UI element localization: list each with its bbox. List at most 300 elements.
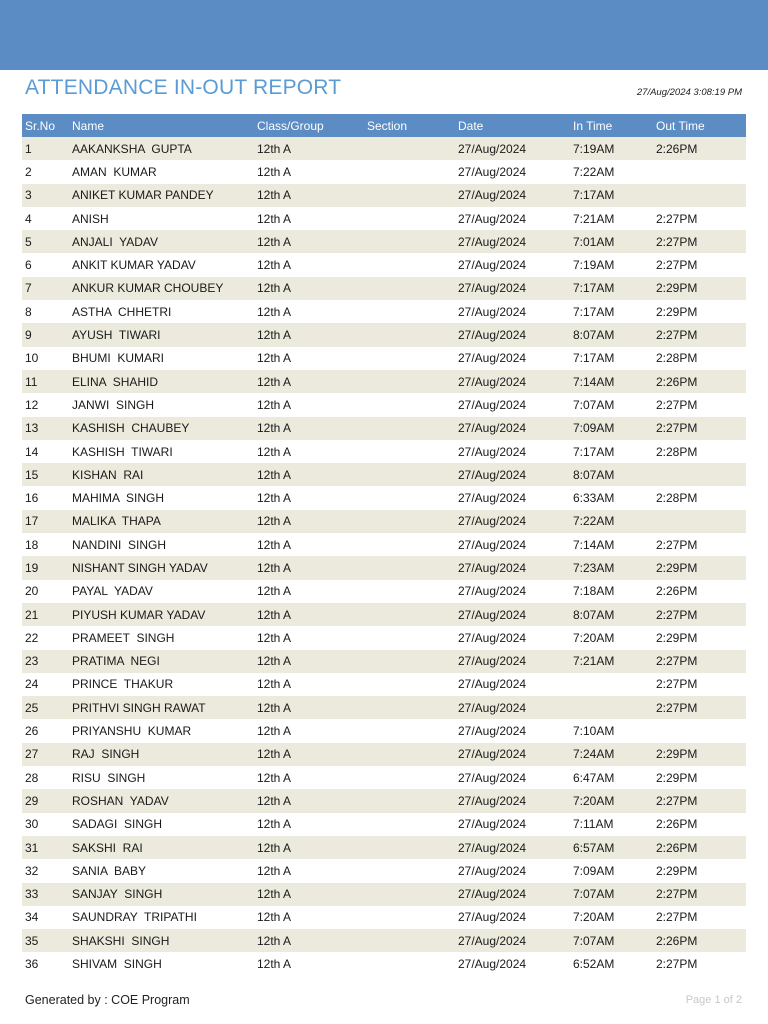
name-cell: PIYUSH KUMAR YADAV — [72, 607, 206, 622]
out-time-cell: 2:27PM — [656, 887, 698, 902]
table-row — [22, 556, 746, 579]
sr-no-cell: 34 — [25, 910, 39, 925]
class-group-cell: 12th A — [257, 491, 292, 506]
sr-no-cell: 3 — [25, 188, 32, 203]
section-cell — [364, 486, 455, 509]
date-cell: 27/Aug/2024 — [458, 351, 527, 366]
sr-no-cell: 16 — [25, 491, 39, 506]
in-time-cell: 7:17AM — [573, 444, 615, 459]
out-time-cell — [653, 160, 746, 183]
section-cell — [364, 626, 455, 649]
section-cell — [364, 883, 455, 906]
name-cell: JANWI SINGH — [72, 397, 155, 412]
date-cell: 27/Aug/2024 — [458, 211, 527, 226]
table-row — [22, 486, 746, 509]
name-cell: PRATIMA NEGI — [72, 654, 160, 669]
table-row — [22, 300, 746, 323]
table-row — [22, 906, 746, 929]
name-cell: PRITHVI SINGH RAWAT — [72, 700, 206, 715]
table-row — [22, 766, 746, 789]
table-row — [22, 626, 746, 649]
out-time-cell: 2:29PM — [656, 747, 698, 762]
in-time-cell: 6:47AM — [573, 770, 615, 785]
in-time-cell: 7:22AM — [573, 164, 615, 179]
page-indicator: Page 1 of 2 — [685, 994, 742, 1006]
class-group-cell: 12th A — [257, 560, 292, 575]
section-cell — [364, 743, 455, 766]
sr-no-cell: 31 — [25, 840, 39, 855]
date-cell: 27/Aug/2024 — [458, 910, 527, 925]
sr-no-cell: 13 — [25, 421, 39, 436]
section-cell — [364, 813, 455, 836]
sr-no-cell: 33 — [25, 887, 39, 902]
out-time-cell: 2:28PM — [656, 444, 698, 459]
sr-no-cell: 26 — [25, 724, 39, 739]
section-cell — [364, 673, 455, 696]
table-row — [22, 883, 746, 906]
sr-no-cell: 27 — [25, 747, 39, 762]
name-cell: NISHANT SINGH YADAV — [72, 560, 208, 575]
sr-no-cell: 20 — [25, 584, 39, 599]
date-cell: 27/Aug/2024 — [458, 491, 527, 506]
section-cell — [364, 323, 455, 346]
date-cell: 27/Aug/2024 — [458, 328, 527, 343]
class-group-cell: 12th A — [257, 351, 292, 366]
date-cell: 27/Aug/2024 — [458, 654, 527, 669]
section-cell — [364, 184, 455, 207]
out-time-cell: 2:27PM — [656, 957, 698, 972]
section-cell — [364, 836, 455, 859]
sr-no-cell: 9 — [25, 328, 32, 343]
top-header-band — [0, 0, 768, 70]
sr-no-cell: 24 — [25, 677, 39, 692]
class-group-cell: 12th A — [257, 164, 292, 179]
out-time-cell: 2:27PM — [656, 258, 698, 273]
table-row — [22, 207, 746, 230]
section-cell — [364, 277, 455, 300]
sr-no-cell: 15 — [25, 467, 39, 482]
sr-no-cell: 29 — [25, 793, 39, 808]
table-row — [22, 580, 746, 603]
date-cell: 27/Aug/2024 — [458, 514, 527, 529]
class-group-cell: 12th A — [257, 444, 292, 459]
in-time-cell: 7:19AM — [573, 141, 615, 156]
class-group-cell: 12th A — [257, 607, 292, 622]
class-group-cell: 12th A — [257, 374, 292, 389]
in-time-cell: 7:24AM — [573, 747, 615, 762]
out-time-cell: 2:27PM — [656, 910, 698, 925]
out-time-cell: 2:27PM — [656, 654, 698, 669]
date-cell: 27/Aug/2024 — [458, 467, 527, 482]
table-row — [22, 789, 746, 812]
out-time-cell: 2:29PM — [656, 630, 698, 645]
sr-no-cell: 17 — [25, 514, 39, 529]
class-group-cell: 12th A — [257, 654, 292, 669]
table-row — [22, 160, 746, 183]
sr-no-cell: 6 — [25, 258, 32, 273]
date-cell: 27/Aug/2024 — [458, 397, 527, 412]
class-group-cell: 12th A — [257, 724, 292, 739]
out-time-cell: 2:26PM — [656, 584, 698, 599]
name-cell: ANIKET KUMAR PANDEY — [72, 188, 214, 203]
name-cell: KASHISH CHAUBEY — [72, 421, 190, 436]
in-time-cell: 7:19AM — [573, 258, 615, 273]
column-header-section: Section — [367, 118, 408, 133]
name-cell: KISHAN RAI — [72, 467, 144, 482]
in-time-cell: 7:07AM — [573, 933, 615, 948]
table-row — [22, 719, 746, 742]
in-time-cell: 7:17AM — [573, 281, 615, 296]
out-time-cell: 2:27PM — [656, 397, 698, 412]
in-time-cell: 7:14AM — [573, 537, 615, 552]
table-row — [22, 137, 746, 160]
in-time-cell: 7:18AM — [573, 584, 615, 599]
table-row — [22, 603, 746, 626]
date-cell: 27/Aug/2024 — [458, 630, 527, 645]
report-timestamp: 27/Aug/2024 3:08:19 PM — [636, 87, 742, 98]
class-group-cell: 12th A — [257, 933, 292, 948]
section-cell — [364, 719, 455, 742]
date-cell: 27/Aug/2024 — [458, 747, 527, 762]
date-cell: 27/Aug/2024 — [458, 770, 527, 785]
in-time-cell: 7:10AM — [573, 724, 615, 739]
date-cell: 27/Aug/2024 — [458, 863, 527, 878]
name-cell: RISU SINGH — [72, 770, 146, 785]
class-group-cell: 12th A — [257, 514, 292, 529]
sr-no-cell: 14 — [25, 444, 39, 459]
class-group-cell: 12th A — [257, 421, 292, 436]
report-title: ATTENDANCE IN-OUT REPORT — [25, 76, 342, 99]
sr-no-cell: 11 — [25, 374, 38, 389]
table-row — [22, 510, 746, 533]
section-cell — [364, 696, 455, 719]
in-time-cell: 7:17AM — [573, 304, 615, 319]
column-header-out-time: Out Time — [656, 118, 705, 133]
out-time-cell: 2:26PM — [656, 933, 698, 948]
section-cell — [364, 300, 455, 323]
name-cell: ROSHAN YADAV — [72, 793, 169, 808]
date-cell: 27/Aug/2024 — [458, 933, 527, 948]
date-cell: 27/Aug/2024 — [458, 444, 527, 459]
in-time-cell: 6:33AM — [573, 491, 615, 506]
name-cell: KASHISH TIWARI — [72, 444, 173, 459]
section-cell — [364, 230, 455, 253]
name-cell: SANIA BABY — [72, 863, 147, 878]
out-time-cell — [653, 463, 746, 486]
out-time-cell: 2:27PM — [656, 328, 698, 343]
sr-no-cell: 32 — [25, 863, 39, 878]
sr-no-cell: 28 — [25, 770, 39, 785]
table-row — [22, 836, 746, 859]
sr-no-cell: 1 — [25, 141, 32, 156]
date-cell: 27/Aug/2024 — [458, 887, 527, 902]
class-group-cell: 12th A — [257, 793, 292, 808]
table-row — [22, 929, 746, 952]
table-row — [22, 230, 746, 253]
section-cell — [364, 160, 455, 183]
in-time-cell — [570, 696, 653, 719]
section-cell — [364, 393, 455, 416]
out-time-cell: 2:26PM — [656, 817, 698, 832]
out-time-cell: 2:29PM — [656, 304, 698, 319]
sr-no-cell: 4 — [25, 211, 32, 226]
table-row — [22, 463, 746, 486]
out-time-cell: 2:27PM — [656, 607, 698, 622]
out-time-cell: 2:29PM — [656, 560, 698, 575]
date-cell: 27/Aug/2024 — [458, 957, 527, 972]
sr-no-cell: 10 — [25, 351, 39, 366]
name-cell: RAJ SINGH — [72, 747, 140, 762]
date-cell: 27/Aug/2024 — [458, 840, 527, 855]
name-cell: PRIYANSHU KUMAR — [72, 724, 192, 739]
in-time-cell: 7:17AM — [573, 351, 615, 366]
out-time-cell: 2:26PM — [656, 374, 698, 389]
in-time-cell: 7:07AM — [573, 887, 615, 902]
sr-no-cell: 18 — [25, 537, 39, 552]
name-cell: BHUMI KUMARI — [72, 351, 165, 366]
class-group-cell: 12th A — [257, 700, 292, 715]
in-time-cell: 7:01AM — [573, 234, 615, 249]
section-cell — [364, 347, 455, 370]
name-cell: ANISH — [72, 211, 109, 226]
sr-no-cell: 2 — [25, 164, 32, 179]
table-row — [22, 952, 746, 975]
name-cell: SADAGI SINGH — [72, 817, 163, 832]
in-time-cell: 6:52AM — [573, 957, 615, 972]
date-cell: 27/Aug/2024 — [458, 584, 527, 599]
date-cell: 27/Aug/2024 — [458, 374, 527, 389]
class-group-cell: 12th A — [257, 957, 292, 972]
class-group-cell: 12th A — [257, 770, 292, 785]
out-time-cell: 2:27PM — [656, 537, 698, 552]
table-row — [22, 673, 746, 696]
class-group-cell: 12th A — [257, 281, 292, 296]
in-time-cell: 7:07AM — [573, 397, 615, 412]
sr-no-cell: 19 — [25, 560, 39, 575]
table-row — [22, 650, 746, 673]
table-row — [22, 440, 746, 463]
in-time-cell: 7:22AM — [573, 514, 615, 529]
date-cell: 27/Aug/2024 — [458, 724, 527, 739]
column-header-srno: Sr.No — [25, 118, 56, 133]
name-cell: ASTHA CHHETRI — [72, 304, 172, 319]
out-time-cell: 2:29PM — [656, 770, 698, 785]
table-row — [22, 393, 746, 416]
date-cell: 27/Aug/2024 — [458, 234, 527, 249]
date-cell: 27/Aug/2024 — [458, 793, 527, 808]
name-cell: SHAKSHI SINGH — [72, 933, 170, 948]
name-cell: SANJAY SINGH — [72, 887, 163, 902]
class-group-cell: 12th A — [257, 747, 292, 762]
name-cell: AAKANKSHA GUPTA — [72, 141, 192, 156]
date-cell: 27/Aug/2024 — [458, 304, 527, 319]
attendance-table — [22, 114, 746, 976]
out-time-cell: 2:27PM — [656, 677, 698, 692]
table-row — [22, 813, 746, 836]
in-time-cell: 7:17AM — [573, 188, 615, 203]
out-time-cell: 2:26PM — [656, 141, 698, 156]
section-cell — [364, 952, 455, 975]
in-time-cell: 7:23AM — [573, 560, 615, 575]
table-row — [22, 417, 746, 440]
sr-no-cell: 25 — [25, 700, 39, 715]
section-cell — [364, 603, 455, 626]
in-time-cell: 7:21AM — [573, 211, 615, 226]
date-cell: 27/Aug/2024 — [458, 141, 527, 156]
class-group-cell: 12th A — [257, 141, 292, 156]
out-time-cell: 2:27PM — [656, 793, 698, 808]
sr-no-cell: 23 — [25, 654, 39, 669]
out-time-cell: 2:28PM — [656, 491, 698, 506]
in-time-cell: 8:07AM — [573, 328, 615, 343]
in-time-cell: 7:11AM — [573, 817, 614, 832]
table-row — [22, 347, 746, 370]
class-group-cell: 12th A — [257, 258, 292, 273]
sr-no-cell: 7 — [25, 281, 32, 296]
section-cell — [364, 440, 455, 463]
sr-no-cell: 30 — [25, 817, 39, 832]
table-row — [22, 277, 746, 300]
in-time-cell — [570, 673, 653, 696]
out-time-cell: 2:27PM — [656, 700, 698, 715]
in-time-cell: 7:09AM — [573, 863, 615, 878]
section-cell — [364, 463, 455, 486]
column-header-date: Date — [458, 118, 484, 133]
class-group-cell: 12th A — [257, 584, 292, 599]
name-cell: NANDINI SINGH — [72, 537, 167, 552]
class-group-cell: 12th A — [257, 817, 292, 832]
table-row — [22, 323, 746, 346]
class-group-cell: 12th A — [257, 234, 292, 249]
name-cell: AYUSH TIWARI — [72, 328, 161, 343]
section-cell — [364, 766, 455, 789]
section-cell — [364, 207, 455, 230]
section-cell — [364, 650, 455, 673]
sr-no-cell: 12 — [25, 397, 39, 412]
out-time-cell — [653, 184, 746, 207]
class-group-cell: 12th A — [257, 863, 292, 878]
date-cell: 27/Aug/2024 — [458, 560, 527, 575]
date-cell: 27/Aug/2024 — [458, 258, 527, 273]
name-cell: SAUNDRAY TRIPATHI — [72, 910, 197, 925]
table-row — [22, 696, 746, 719]
name-cell: PRINCE THAKUR — [72, 677, 174, 692]
name-cell: MALIKA THAPA — [72, 514, 161, 529]
out-time-cell: 2:28PM — [656, 351, 698, 366]
sr-no-cell: 5 — [25, 234, 32, 249]
name-cell: ANJALI YADAV — [72, 234, 159, 249]
column-header-name: Name — [72, 118, 105, 133]
sr-no-cell: 36 — [25, 957, 39, 972]
class-group-cell: 12th A — [257, 910, 292, 925]
section-cell — [364, 929, 455, 952]
table-row — [22, 253, 746, 276]
out-time-cell: 2:27PM — [656, 421, 698, 436]
section-cell — [364, 253, 455, 276]
date-cell: 27/Aug/2024 — [458, 421, 527, 436]
date-cell: 27/Aug/2024 — [458, 677, 527, 692]
table-row — [22, 184, 746, 207]
out-time-cell: 2:29PM — [656, 281, 698, 296]
section-cell — [364, 859, 455, 882]
name-cell: ELINA SHAHID — [72, 374, 159, 389]
class-group-cell: 12th A — [257, 677, 292, 692]
sr-no-cell: 22 — [25, 630, 39, 645]
class-group-cell: 12th A — [257, 328, 292, 343]
out-time-cell: 2:29PM — [656, 863, 698, 878]
date-cell: 27/Aug/2024 — [458, 700, 527, 715]
section-cell — [364, 789, 455, 812]
class-group-cell: 12th A — [257, 467, 292, 482]
date-cell: 27/Aug/2024 — [458, 164, 527, 179]
in-time-cell: 7:14AM — [573, 374, 615, 389]
date-cell: 27/Aug/2024 — [458, 607, 527, 622]
class-group-cell: 12th A — [257, 840, 292, 855]
name-cell: PRAMEET SINGH — [72, 630, 175, 645]
out-time-cell — [653, 510, 746, 533]
name-cell: AMAN KUMAR — [72, 164, 157, 179]
in-time-cell: 7:20AM — [573, 910, 615, 925]
table-body — [22, 137, 746, 976]
table-row — [22, 370, 746, 393]
section-cell — [364, 137, 455, 160]
section-cell — [364, 370, 455, 393]
date-cell: 27/Aug/2024 — [458, 188, 527, 203]
section-cell — [364, 580, 455, 603]
generated-by-label: Generated by : COE Program — [25, 993, 190, 1007]
date-cell: 27/Aug/2024 — [458, 281, 527, 296]
name-cell: SHIVAM SINGH — [72, 957, 162, 972]
sr-no-cell: 21 — [25, 607, 39, 622]
section-cell — [364, 556, 455, 579]
out-time-cell: 2:27PM — [656, 211, 698, 226]
out-time-cell: 2:26PM — [656, 840, 698, 855]
class-group-cell: 12th A — [257, 537, 292, 552]
out-time-cell — [653, 719, 746, 742]
class-group-cell: 12th A — [257, 397, 292, 412]
date-cell: 27/Aug/2024 — [458, 537, 527, 552]
in-time-cell: 7:20AM — [573, 793, 615, 808]
column-header-in-time: In Time — [573, 118, 613, 133]
class-group-cell: 12th A — [257, 630, 292, 645]
date-cell: 27/Aug/2024 — [458, 817, 527, 832]
table-row — [22, 533, 746, 556]
section-cell — [364, 533, 455, 556]
in-time-cell: 8:07AM — [573, 467, 615, 482]
class-group-cell: 12th A — [257, 188, 292, 203]
class-group-cell: 12th A — [257, 211, 292, 226]
table-row — [22, 743, 746, 766]
in-time-cell: 7:21AM — [573, 654, 615, 669]
class-group-cell: 12th A — [257, 887, 292, 902]
section-cell — [364, 417, 455, 440]
column-header-class-group: Class/Group — [257, 118, 324, 133]
out-time-cell: 2:27PM — [656, 234, 698, 249]
in-time-cell: 8:07AM — [573, 607, 615, 622]
section-cell — [364, 510, 455, 533]
in-time-cell: 6:57AM — [573, 840, 615, 855]
in-time-cell: 7:20AM — [573, 630, 615, 645]
in-time-cell: 7:09AM — [573, 421, 615, 436]
table-row — [22, 859, 746, 882]
name-cell: MAHIMA SINGH — [72, 491, 165, 506]
section-cell — [364, 906, 455, 929]
name-cell: ANKIT KUMAR YADAV — [72, 258, 196, 273]
name-cell: ANKUR KUMAR CHOUBEY — [72, 281, 224, 296]
name-cell: SAKSHI RAI — [72, 840, 143, 855]
sr-no-cell: 8 — [25, 304, 32, 319]
sr-no-cell: 35 — [25, 933, 39, 948]
